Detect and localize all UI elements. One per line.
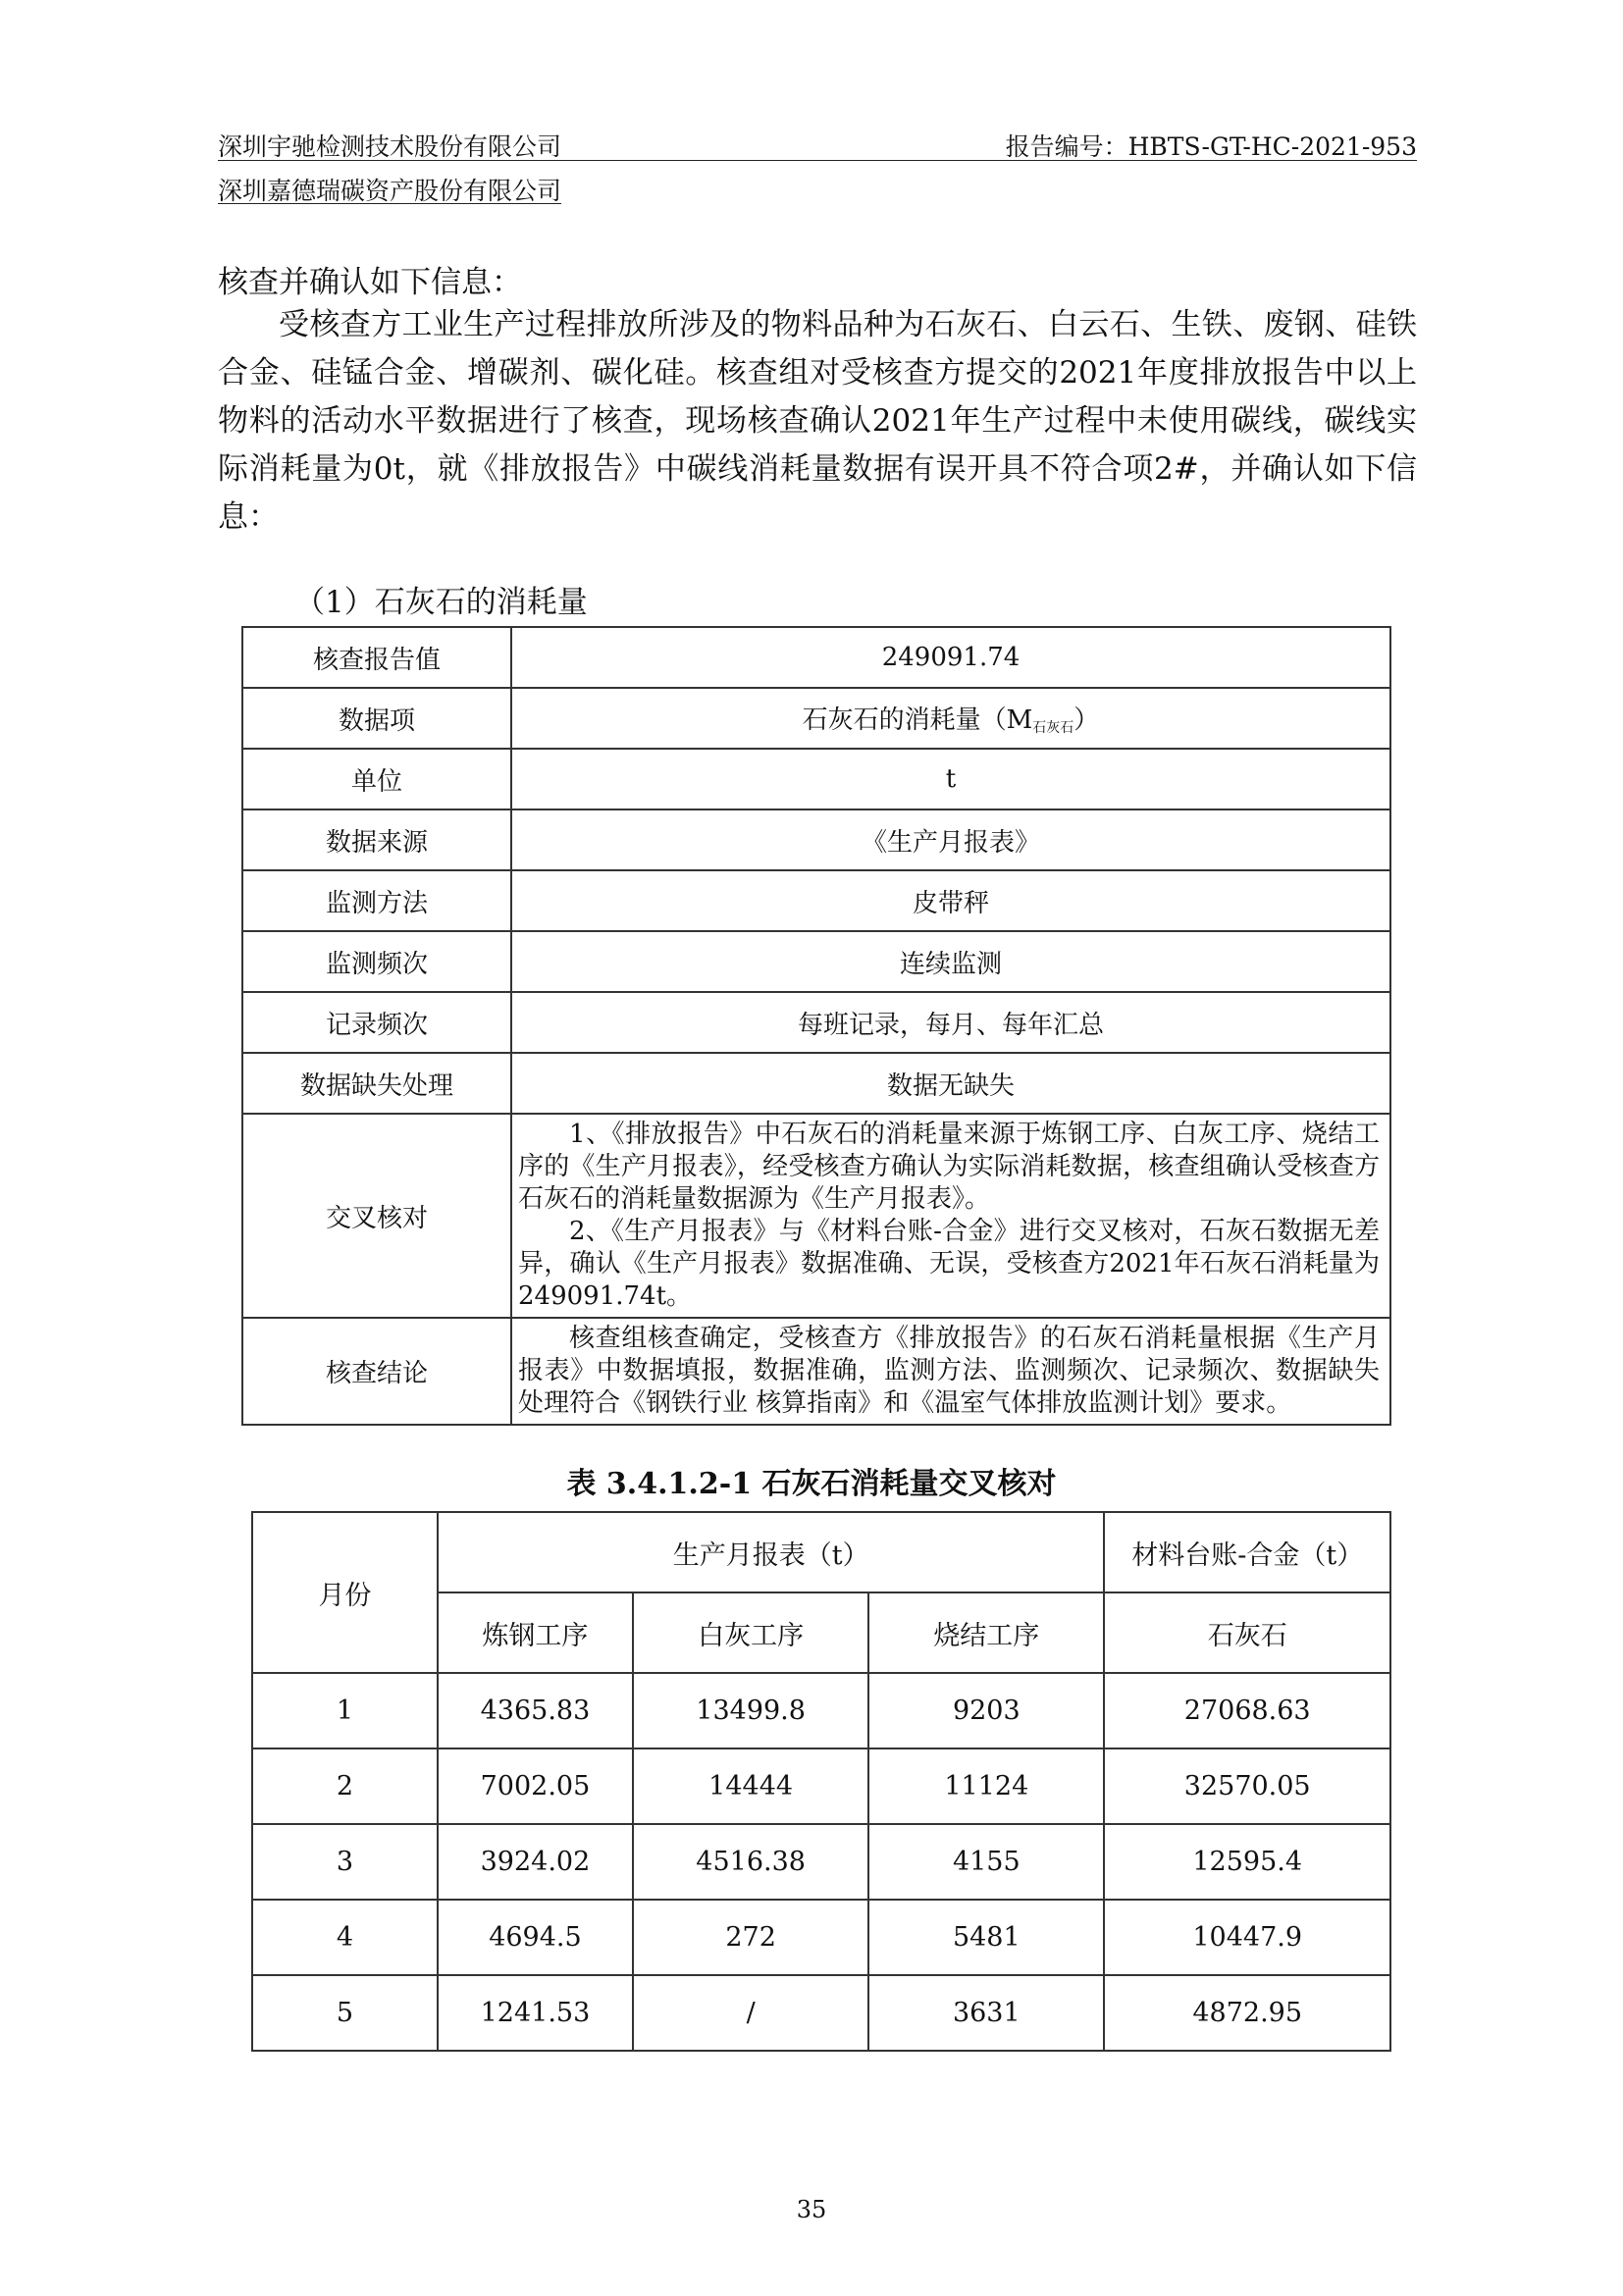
info-key: 监测频次: [242, 931, 511, 992]
info-value: 249091.74: [511, 627, 1390, 688]
info-row: [242, 688, 1390, 749]
table-cell: 11124: [868, 1748, 1104, 1824]
table-row: [252, 1673, 1390, 1748]
table-row: [252, 1975, 1390, 2051]
info-key: 记录频次: [242, 992, 511, 1053]
table-cell: 4: [252, 1900, 438, 1975]
table-row: [252, 1900, 1390, 1975]
header-rule: [218, 160, 1417, 161]
conclusion-label: 核查结论: [242, 1318, 511, 1425]
info-row: [242, 931, 1390, 992]
table-cell: 2: [252, 1748, 438, 1824]
info-value-subscript: 石灰石: [1032, 720, 1074, 736]
column-header: 炼钢工序: [438, 1592, 633, 1673]
group-header-production: 生产月报表（t）: [438, 1512, 1105, 1592]
info-value-main: 石灰石的消耗量（M: [802, 705, 1033, 735]
table-cell: 4516.38: [633, 1824, 868, 1900]
table-cell: 4872.95: [1104, 1975, 1390, 2051]
table-cell: 4155: [868, 1824, 1104, 1900]
table-cell: 5481: [868, 1900, 1104, 1975]
info-value-tail: ）: [1073, 705, 1100, 735]
table-row: [252, 1824, 1390, 1900]
table-cell: 4365.83: [438, 1673, 633, 1748]
cross-check-paragraph-1: 1、《排放报告》中石灰石的消耗量来源于炼钢工序、白灰工序、烧结工序的《生产月报表》，经受核查方确认为实际消耗数据，核查组确认受核查方石灰石的消耗量数据源为《生产月报表》。: [518, 1120, 1380, 1214]
section-subheading: （1）石灰石的消耗量: [294, 585, 588, 620]
info-key: 数据项: [242, 688, 511, 749]
info-value: [511, 688, 1390, 749]
header-report-number: 报告编号：HBTS-GT-HC-2021-953: [1005, 132, 1417, 161]
table-cell: 12595.4: [1104, 1824, 1390, 1900]
group-header-ledger: 材料台账-合金（t）: [1104, 1512, 1390, 1592]
table-cell: 3631: [868, 1975, 1104, 2051]
info-key: 监测方法: [242, 870, 511, 931]
table-cell: 4694.5: [438, 1900, 633, 1975]
info-value: t: [511, 749, 1390, 809]
cross-check-table: [251, 1511, 1391, 2052]
table-cell: 1241.53: [438, 1975, 633, 2051]
info-row: [242, 627, 1390, 688]
header-row: [252, 1512, 1390, 1592]
page-number: 35: [796, 2196, 827, 2223]
table-cell: 3: [252, 1824, 438, 1900]
info-value: 每班记录，每月、每年汇总: [511, 992, 1390, 1053]
column-header: 石灰石: [1104, 1592, 1390, 1673]
table-cell: 7002.05: [438, 1748, 633, 1824]
conclusion-text: 核查组核查确定，受核查方《排放报告》的石灰石消耗量根据《生产月报表》中数据填报，数据准确，监测方法、监测频次、记录频次、数据缺失处理符合《钢铁行业 核算指南》和《温室气体排放监测计划》要求。: [511, 1318, 1390, 1425]
info-row-conclusion: [242, 1318, 1390, 1425]
header-company-1: 深圳宇驰检测技术股份有限公司: [218, 132, 562, 161]
info-value: 连续监测: [511, 931, 1390, 992]
table-cell: 272: [633, 1900, 868, 1975]
cross-check-label: 交叉核对: [242, 1114, 511, 1318]
info-row: [242, 749, 1390, 809]
info-key: 核查报告值: [242, 627, 511, 688]
table-cell: 10447.9: [1104, 1900, 1390, 1975]
header-company-2: 深圳嘉德瑞碳资产股份有限公司: [218, 177, 562, 205]
info-row: [242, 1053, 1390, 1114]
table-cell: 13499.8: [633, 1673, 868, 1748]
header-rule-2: [218, 203, 561, 204]
column-header: 烧结工序: [868, 1592, 1104, 1673]
info-row-cross-check: [242, 1114, 1390, 1318]
info-value: 皮带秤: [511, 870, 1390, 931]
intro-paragraph: [218, 301, 1417, 542]
table-cell: 32570.05: [1104, 1748, 1390, 1824]
info-key: 数据来源: [242, 809, 511, 870]
limestone-info-table: [241, 626, 1391, 1426]
column-header: 白灰工序: [633, 1592, 868, 1673]
month-header: 月份: [252, 1512, 438, 1673]
intro-paragraph-text: 受核查方工业生产过程排放所涉及的物料品种为石灰石、白云石、生铁、废钢、硅铁合金、硅锰合金、增碳剂、碳化硅。核查组对受核查方提交的2021年度排放报告中以上物料的活动水平数据进行了核查，现场核查确认2021年生产过程中未使用碳线，碳线实际消耗量为0t，就《排放报告》中碳线消耗量数据有误开具不符合项2#，并确认如下信息：: [218, 307, 1417, 535]
info-key: 单位: [242, 749, 511, 809]
info-value: 《生产月报表》: [511, 809, 1390, 870]
table-cell: 5: [252, 1975, 438, 2051]
cross-check-text: [511, 1114, 1390, 1318]
table-cell: 3924.02: [438, 1824, 633, 1900]
info-value: 数据无缺失: [511, 1053, 1390, 1114]
table-cell: 1: [252, 1673, 438, 1748]
table-cell: /: [633, 1975, 868, 2051]
info-row: [242, 992, 1390, 1053]
info-row: [242, 809, 1390, 870]
table-row: [252, 1748, 1390, 1824]
info-row: [242, 870, 1390, 931]
intro-lead: 核查并确认如下信息：: [218, 265, 522, 300]
table-caption: 表 3.4.1.2-1 石灰石消耗量交叉核对: [566, 1467, 1057, 1501]
table-cell: 14444: [633, 1748, 868, 1824]
info-key: 数据缺失处理: [242, 1053, 511, 1114]
table-cell: 9203: [868, 1673, 1104, 1748]
table-cell: 27068.63: [1104, 1673, 1390, 1748]
cross-check-paragraph-2: 2、《生产月报表》与《材料台账-合金》进行交叉核对，石灰石数据无差异，确认《生产月报表》数据准确、无误，受核查方2021年石灰石消耗量为249091.74t。: [518, 1217, 1380, 1311]
